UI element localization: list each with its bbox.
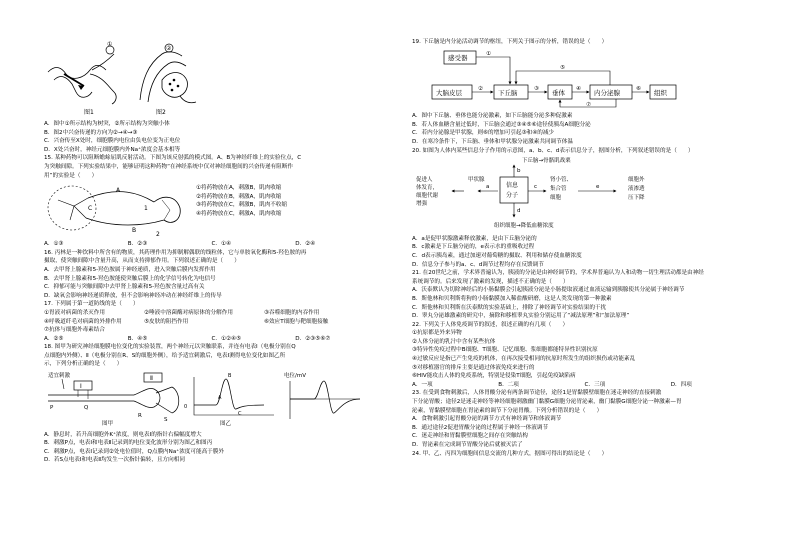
q15-statements: [194, 180, 287, 240]
question-24: [412, 450, 757, 459]
q16-option-d: D．缺氧会影响神经递质释放，但不会影响神经冲动在神经纤维上的传导: [44, 292, 222, 299]
q17-option-b: B．④⑤: [127, 335, 148, 342]
q18-stem-3: 示，下列分析正确的是（ ）: [44, 361, 123, 368]
q16-stem-2: 摄取，使突触间隙中含量升高，从而支持抑郁作用。下列叙述正确的是（ ）: [44, 258, 240, 265]
fig-num-1: ①: [107, 41, 113, 48]
q19-option-d: D．在寒冷条件下，下丘脑、垂体和甲状腺分泌激素共同调节体温: [412, 138, 573, 145]
node-cortex: 大脑皮层: [436, 88, 462, 97]
q17-option-a: A．②⑤: [44, 335, 64, 342]
q15-options: [44, 240, 379, 249]
point-s: S: [164, 417, 168, 424]
q15-item-4: ④将药物放在C，刺激A，肌肉收缩: [196, 210, 282, 217]
q14-option-b: B．图2中兴奋传递的方向为②→④→③: [44, 129, 138, 136]
q23-stem-3: 泌素，胃黏膜壁细胞在胃泌素的调节下分泌胃酸。下列分析错误的是（ ）: [412, 407, 603, 414]
q20-option-c: C．d表示胰岛素，通过加速对葡萄糖的摄取、利用和储存使血糖浓度: [412, 252, 582, 259]
label-1: 1: [144, 205, 148, 213]
label-a: a: [486, 184, 490, 191]
q17-items: [44, 309, 379, 335]
stim-label: 适宜刺激: [48, 373, 71, 380]
question-21: [412, 269, 757, 321]
q22-item-6: ⑥HIV能攻击人体的免疫系统，特别是侵染T细胞，引起免疫缺陷病: [412, 373, 576, 380]
q20-option-a: A．a是促甲状腺激素释放激素，是由下丘脑分泌的: [412, 235, 537, 242]
zero-mark: 0: [184, 404, 188, 411]
fig-num-2: ②: [166, 45, 172, 52]
left-text-1: 促进人: [416, 177, 433, 184]
q20-option-d: D．信息分子参与的a、c、d调节过程均存在反馈调节: [412, 261, 544, 268]
q21-option-c: C．斯他林和贝利斯在沃泰默的实验基础上，排除了神经调节对实验结果的干扰: [412, 304, 607, 311]
q16-option-b: B．去甲肾上腺素和5-羟色胺能使突触后膜上的化学信号转化为电信号: [44, 275, 216, 282]
label-e: e: [596, 184, 600, 191]
q17-item: ④呼吸道纤毛对病菌的外排作用: [44, 318, 122, 325]
q23-option-a: A．食物刺激引起胃酸分泌的调节方式有神经调节和体液调节: [412, 416, 562, 423]
neuron-figure: [44, 40, 379, 120]
edge-6: ⑥: [636, 85, 641, 92]
q16-stem-1: 16. 丙林是一种饮料中所含有的物质，其药理作用为抑制解偶联的线粒体，它与单胺氧化酶和5-羟色胺的再: [44, 249, 307, 256]
right-text-1: 细胞外: [628, 177, 645, 184]
edge-1: ①: [486, 50, 491, 57]
q19-option-b: B．若人体血糖含量过低时，下丘脑会通过③④⑤⑥途径使胰岛A细胞分泌: [412, 121, 591, 128]
q17-option-c: C．①②④⑤: [211, 335, 242, 342]
q22-option-c: C．三项: [584, 381, 606, 388]
q22-item-5: ⑤对移植器官的排斥主要是通过体液免疫来进行的: [412, 364, 535, 371]
gland-1: 甲状腺: [468, 177, 485, 184]
question-19: [412, 38, 757, 147]
q22-options: [412, 381, 757, 390]
node-hypothalamus: 下丘脑: [498, 88, 518, 97]
node-gland: 内分泌腺: [594, 88, 620, 97]
neuron-diagram: [44, 40, 204, 120]
q18-option-b: B．刺激P点，电表Ⅰ和电表Ⅱ记录到的电位变化波形分别为图乙和图丙: [44, 440, 213, 447]
center-2: 分子: [506, 192, 519, 200]
fig2-caption: 图2: [156, 109, 166, 116]
q14-option-a: A．图中①所示结构为树突，②所示结构为突触小体: [44, 121, 170, 127]
meter-1: Ⅰ: [80, 383, 82, 391]
q18-option-c: C．刺激P点，电表Ⅰ记录到②处电位值时，Q点膜内Na⁺浓度可能高于膜外: [44, 448, 224, 455]
q16-option-a: A．去甲肾上腺素和5-羟色胺属于神经递质，进入突触后膜内发挥作用: [44, 266, 216, 273]
kidney-1: 肾小管、: [550, 177, 573, 184]
q18-option-a: A．静息时，若升高细胞外K⁺浓度，则电表Ⅰ的指针右偏幅度增大: [44, 431, 202, 438]
left-text-2: 体发育，: [416, 185, 439, 192]
q17-item: ⑦抗体与细胞外毒素结合: [44, 327, 105, 334]
right-text-2: 液渗透: [628, 186, 645, 193]
q17-stem: 17. 下列属于第一道防线的是（ ）: [44, 301, 139, 308]
q15-stem-2: 为突触间隙。下列实验结果中，能够证明这种药物“在神经系统中仅对神经细胞间的兴奋传递有阻断作: [44, 163, 294, 170]
q14-option-d: D．X处兴奋时，神经元细胞膜内外Na⁺浓度会基本相等: [44, 146, 181, 153]
edge-7: ⑦: [586, 101, 591, 108]
q18-stem-2: 点细胞内外侧）、Ⅱ（电极分别在R、S的细胞外侧），给予适宜刺激后，电表Ⅰ测得电位变化如图乙所: [44, 352, 286, 359]
q16-option-c: C．抑郁可能与突触间隙中去甲肾上腺素和5-羟色胺含量过高有关: [44, 284, 205, 291]
q22-item-2: ②人体分泌的乳汁中含有某些抗体: [412, 338, 496, 345]
point-b: B: [132, 227, 137, 235]
point-a: A: [116, 187, 121, 195]
mark-c: C: [238, 411, 242, 418]
q15-item-2: ②将药物放在B，刺激A，肌肉收缩: [196, 193, 282, 200]
label-2: 2: [156, 231, 160, 239]
edge-4: ④: [576, 85, 581, 92]
q19-option-c: C．若内分泌腺是甲状腺，则⑥的增加可引起③和④的减少: [412, 130, 555, 137]
q22-option-b: B．二项: [498, 381, 519, 388]
q15-option-d: D．②④: [295, 241, 316, 248]
point-c: C: [88, 205, 93, 213]
q17-item: ⑤皮肤的阻挡作用: [144, 318, 189, 325]
q21-stem-2: 系统调节的。后来发现了激素的发现，描述不正确的是（ ）: [412, 278, 569, 285]
q17-item: ①胃液对病菌的杀灭作用: [44, 309, 105, 316]
edge-2: ②: [478, 85, 483, 92]
point-p: P: [50, 405, 54, 412]
q22-item-1: ①抗原都是外来异物: [412, 330, 462, 337]
q23-stem-1: 23. 在受到食物刺激后，人体胃酸分泌有两条调节途径，途径1是胃黏膜壁细胞在迷走神经的直接刺激: [412, 390, 662, 397]
q23-option-c: C．迷走神经和胃黏膜壁细胞之间存在突触结构: [412, 433, 528, 440]
q19-option-a: A．图中下丘脑、垂体也能分泌激素，如下丘脑能分泌多种促激素: [412, 113, 573, 120]
q22-item-4: ④过敏反应是指已产生免疫的机体，在再次接受相同的抗原时所发生的组织损伤或功能紊乱: [412, 356, 636, 363]
hypothalamus-diagram: [430, 47, 690, 109]
left-text-4: 增强: [416, 201, 428, 208]
question-23: [412, 389, 757, 449]
edge-3: ③: [534, 85, 539, 92]
q15-option-a: A．①③: [44, 241, 64, 248]
signal-molecule-diagram: [416, 155, 716, 231]
q18-option-d: D．若S点电表Ⅰ和电表Ⅱ均发生一次指针偏转，且方向相同: [44, 457, 185, 464]
label-d: d: [517, 208, 521, 215]
label-b: b: [517, 168, 521, 175]
kidney-3: 细胞: [550, 195, 562, 202]
membrane-potential-figure: [44, 369, 364, 427]
q21-option-d: D．睾丸分泌雄激素的研究中，摘除和移植睾丸实验分别运用了“减法原理”和“加法原理”: [412, 313, 630, 320]
question-18: [44, 343, 379, 465]
q20-option-b: B．c激素是下丘脑分泌的，e表示水的重吸收过程: [412, 244, 535, 251]
q19-stem: 19. 下丘脑是内分泌活动调节的枢纽，下列关于图示的分析，错误的是（ ）: [412, 39, 608, 45]
q15-item-1: ①将药物放在A，刺激B，肌肉收缩: [196, 185, 282, 192]
left-text-3: 细胞代谢: [416, 193, 439, 200]
q22-item-3: ③特异性免疫过程中B细胞、T细胞、记忆细胞、浆细胞都能特异性识别抗原: [412, 347, 598, 354]
q21-stem-1: 21. 在20世纪之前，学术界普遍认为，胰液的分泌是由神经调节的，学术界普遍认为人和动物一切生理活动都是由神经: [412, 270, 704, 277]
bottom-path: 组织细胞→降低血糖浓度: [494, 223, 554, 230]
mark-a: A: [218, 395, 222, 402]
question-16: [44, 249, 379, 301]
q17-option-d: D．②③⑤⑥⑦: [295, 335, 331, 342]
caption-yi: 图乙: [220, 421, 232, 428]
caption-jia: 图甲: [102, 421, 114, 428]
q15-item-3: ③将药物放在C，刺激B，肌肉不收缩: [196, 202, 288, 209]
q17-item: ②唾液中溶菌酶对病原体的分解作用: [144, 309, 233, 316]
point-r: R: [138, 413, 142, 420]
label-c: c: [534, 184, 538, 191]
meter-2: Ⅱ: [150, 375, 153, 383]
q17-options: [44, 335, 379, 344]
kidney-2: 集合管: [550, 186, 567, 193]
node-tissue: 组织: [654, 88, 667, 97]
question-15: [44, 154, 379, 248]
question-20: [412, 147, 757, 270]
edge-5: ⑤: [560, 64, 565, 71]
q17-item: ⑥效应T细胞与靶细胞接触: [264, 318, 329, 325]
left-column: [44, 40, 379, 465]
q20-stem: 20. 如图为人体内某些信息分子作用的示意图，a、b、c、d表示信息分子，据图分析，下列叙述错误的是（ ）: [412, 147, 694, 154]
top-path: 下丘脑→骨骼肌战栗: [522, 158, 571, 165]
q22-option-d: D．四项: [670, 381, 692, 388]
reflex-arc-diagram: [44, 180, 194, 240]
q14-options: [44, 120, 379, 154]
q22-stem: 22. 下列关于人体免疫调节的叙述，叙述正确的有几项（ ）: [412, 321, 569, 328]
q15-option-b: B．②③: [127, 241, 148, 248]
right-column: [412, 38, 757, 458]
q21-option-a: A．沃泰默认为切除神经后的小肠黏膜会引起胰液分泌是小肠提取液通过血液运输到胰腺使其分泌属于神经调节: [412, 287, 685, 294]
point-q: Q: [84, 405, 89, 412]
node-pituitary: 垂体: [552, 88, 565, 97]
q23-stem-2: 下分泌胃酸；途径2是迷走神经等神经细胞刺激幽门黏膜G细胞分泌胃泌素，幽门黏膜G细胞分泌一种激素—胃: [412, 399, 682, 406]
center-1: 信息: [506, 182, 519, 190]
q23-option-b: B．通过途径2促进胃酸分泌的过程属于神经一体液调节: [412, 424, 549, 431]
question-22: [412, 321, 757, 390]
node-receptor: 感受器: [448, 53, 468, 62]
q23-option-d: D．胃泌素在完成调节胃酸分泌后就被灭活了: [412, 442, 523, 448]
q21-option-b: B．斯他林和贝利斯将狗的小肠黏膜加入稀盐酸研磨，这是人类发现的第一种激素: [412, 295, 612, 302]
q17-item: ③吞噬细胞的内吞作用: [264, 309, 320, 316]
q18-stem-1: 18. 图甲为研究神经细胞膜电位变化的实验装置，两个神经元以突触联系，并连有电表Ⅰ（电极分别在Q: [44, 344, 296, 351]
mark-b: B: [228, 373, 232, 380]
q24-stem: 24. 甲、乙、丙四为细胞间信息交流的几种方式，据图可得出的结论是（ ）: [412, 450, 608, 457]
question-17: [44, 300, 379, 343]
q15-option-c: C．①④: [211, 241, 232, 248]
unit-label: 电位/mV: [284, 373, 306, 380]
fig1-caption: 图1: [84, 109, 94, 116]
q22-option-a: A．一项: [412, 381, 433, 388]
q14-option-c: C．兴奋传至X处时，细胞膜内电位由负电位变为正电位: [44, 138, 181, 145]
q15-stem-3: 用”的实验是（ ）: [44, 172, 98, 179]
q15-stem-1: 15. 某种药物可以阻断蟾蜍屈肌反射活动。下图为该反射弧的模式图。A、B为神经纤维上的实验位点，C: [44, 155, 302, 162]
right-text-3: 压下降: [628, 195, 645, 202]
